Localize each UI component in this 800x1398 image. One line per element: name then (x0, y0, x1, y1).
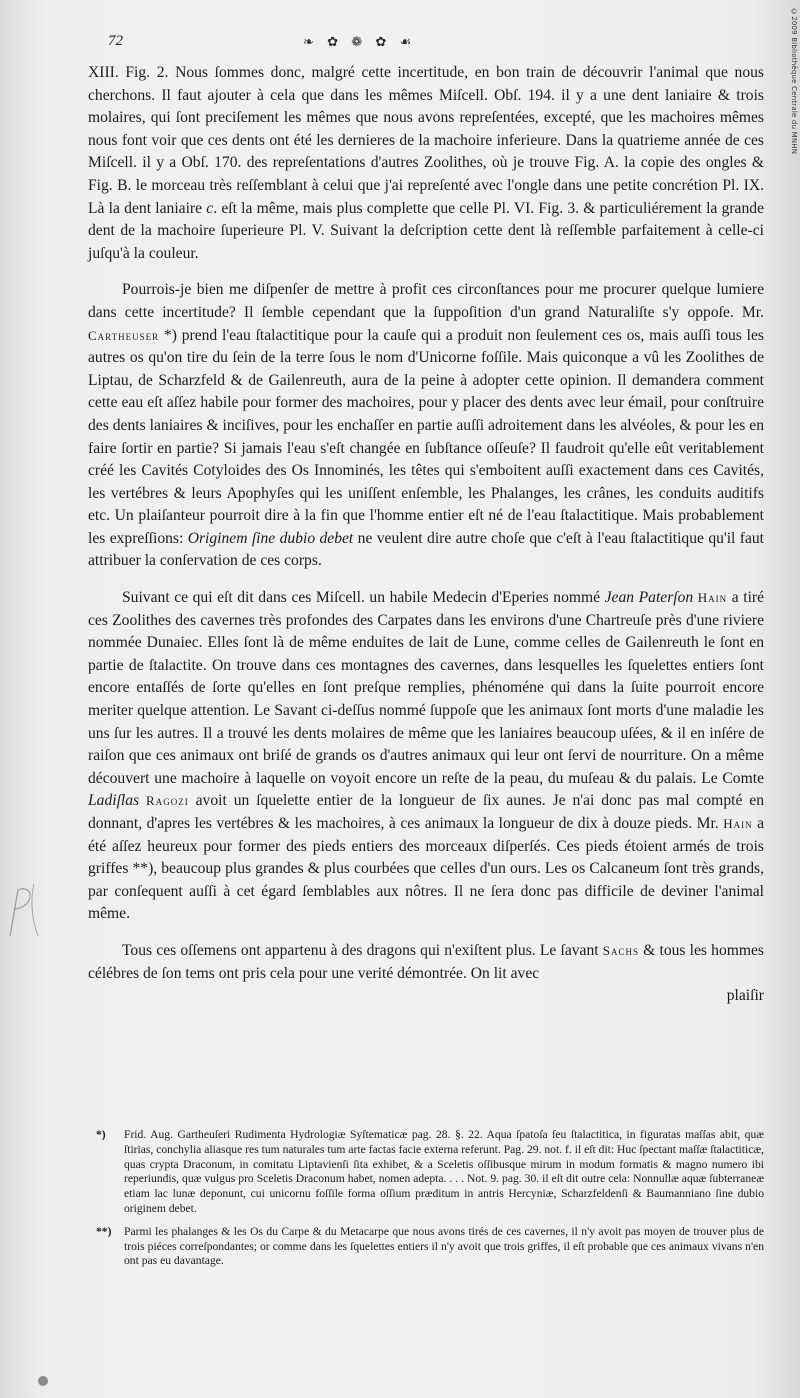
text-run: Ragozi (146, 793, 189, 809)
text-run: Originem ſine dubio debet (187, 529, 354, 547)
text-run: . eſt la même, mais plus complette que celle Pl. VI. Fig. 3. & particuliérement la grande dent de la machoire ſuperieure Pl. V. Suivant la deſcription cette dent là reſſemble parfaitement à celle-ci juſqu'à la couleur. (88, 199, 764, 262)
footnote-mark: **) (96, 1224, 112, 1238)
text-run: ne veulent dire autre choſe que c'eſt à l'eau ſtalactitique qu'il faut attribuer la conſervation de ces corps. (88, 529, 765, 570)
text-run: Cartheuser (88, 327, 160, 343)
text-run: avoit un ſquelette entier de la longueur de ſix aunes. Je n'ai donc pas mal compté en donnant, d'apres les vertébres & les machoires, à ces animaux la longueur de dix à douze pieds. Mr. (88, 792, 764, 832)
text-run: Hain (723, 816, 753, 831)
body-text (88, 62, 764, 1008)
page-number: 72 (108, 33, 123, 49)
footnote (96, 1128, 764, 1217)
margin-pencil-mark (4, 880, 44, 940)
text-run: Ladiſlas (88, 792, 140, 810)
footnotes (96, 1128, 764, 1277)
paper-stain (38, 1376, 48, 1386)
footnote (96, 1225, 764, 1269)
text-run: Hain (697, 590, 728, 606)
text-run: a été aſſez heureux pour former des pieds entiers des morceaux diſperſés. Ces pieds étoient armés de trois griffes **), beaucoup plus grandes & plus courbées que celles d'un ours. Les os Calcaneum ſont très grands, par conſequent auſſi à cet égard ſemblables aux nôtres. Il ne ſera donc pas difficile de deviner l'animal même. (88, 815, 764, 923)
text-run: *) prend l'eau ſtalactitique pour la cauſe qui a produit non ſeulement ces os, mais auſſi tous les autres os qu'on tire du ſein de la terre ſous le nom d'Unicorne foſſile. Mais quiconque a vû les Zoolithes de Liptau, de Scharzfeld & de Gailenreuth, aura de la peine à adopter cette opinion. Il demandera comment cette eau eſt aſſez habile pour former des machoires, pour y placer des dents avec leur émail, pour conſtruire des dents laniaires & inciſives, pour les enchaſſer en partie auſſi adroitement dans les alvéoles, & pour les en faire ſortir en partie? Si jamais l'eau s'eſt changée en ſubſtance oſſeuſe? Il faudroit qu'elle eût veritablement créé les Cavités Cotyloides des Os Innominés, les têtes qui s'emboitent auſſi exactement dans ces Cavités, les vertébres & leurs Apophyſes qui les uniſſent enſemble, les Phalanges, les crânes, les conduits auditifs etc. Un plaiſanteur pourroit dire à la fin que l'homme entier eſt né de l'eau ſtalactitique. Mais probablement les expreſſions: (88, 326, 764, 547)
text-run: Tous ces oſſemens ont appartenu à des dragons qui n'exiſtent plus. Le ſavant (122, 941, 603, 959)
footnote-mark: *) (96, 1128, 106, 1141)
text-run: c (206, 199, 214, 217)
library-stamp: ©2009 Bibliothèque Centrale du MNHN (790, 8, 798, 155)
text-run (139, 792, 146, 809)
paragraph (88, 62, 764, 265)
text-run: Pourrois-je bien me diſpenſer de mettre à profit ces circonſtances pour me procurer quelque lumiere dans cette incertitude? Il ſemble cependant que la ſuppoſition d'un grand Naturaliſte s'y oppoſe. Mr. (88, 281, 764, 321)
text-run: Sachs (602, 942, 640, 958)
text-run: a tiré ces Zoolithes des cavernes très profondes des Carpates dans les environs d'une Chartreuſe près d'une riviere nommée Dunaiec. Elles ſont là de même enduites de lait de Lune, comme celles de Gailenreuth le ſont en partie de ſtalactite. On trouve dans ces montagnes des cavernes, dans lesquelles les ſquelettes entiers ſont encore entaſſés de ſorte qu'elles en ſont preſque remplies, phénoméne qui dans la ſuite pourroit encore meriter quelque attention. Le Savant ci-deſſus nommé ſuppoſe que les animaux ſont morts d'une maladie les uns ſur les autres. Il a trouvé les dents molaires de même que les laniaires beaucoup uſées, & il en inſére de raiſon que ces animaux ont briſé de grands os d'autres animaux qui leur ont ſervi de nourriture. On a même découvert une machoire à laquelle on voyoit encore un reſte de la peau, du muſeau & du palais. Le Comte (88, 589, 765, 787)
paragraph (88, 940, 764, 985)
catchword: plaiſir (726, 987, 764, 1005)
footnote-text: Frid. Aug. Gartheuſeri Rudimenta Hydrologiæ Syſtematicæ pag. 28. §. 22. Aqua ſpatoſa ſeu ſtalactitica, in figuratas maſſas abit, quæ ſtirias, conchylia aliasque res tum naturales tum arte factas facie externa referunt. Pag. 29. not. f. il eſt dit: Huc ſpectant maſſæ ſtalactiticæ, quas crypta Draconum, in comitatu Liptavienſi ſita exhibet, & a Sceletis oſſibusque mirum in modum formatis & magno numero ibi reperiundis, quæ vulgus pro Sceletis Draconum habet, nomen adepta. . . . Not. 9. pag. 30. il eſt dit outre cela: Nonnullæ aquæ ſubterraneæ etiam lac lunæ deponunt, cui unicornu foſſile forma oſſium præditum in antris Hercyniæ, Scharzfeldenſi & Baumanniano ſine dubio originem debet. (124, 1128, 764, 1215)
paragraph (88, 587, 764, 926)
paragraph (88, 279, 764, 573)
page-header (108, 33, 768, 53)
text-run: Jean Paterſon (604, 589, 694, 607)
text-run: Suivant ce qui eſt dit dans ces Miſcell. un habile Medecin d'Eperies nommé (122, 589, 605, 607)
footnote-text: Parmi les phalanges & les Os du Carpe & du Metacarpe que nous avons tirés de ces cavernes, il n'y avoit pas moyen de trouver plus de trois piéces correſpondantes; or comme dans les ſquelettes entiers il n'y avoit que trois griffes, il eſt probable que ces animaux vivans n'en ont pas eu davantage. (124, 1224, 764, 1268)
text-run: & tous les hommes célébres de ſon tems ont pris cela pour une verité démontrée. On lit avec (88, 941, 764, 982)
header-ornament: ❧ ✿ ❁ ✿ ☙ (303, 34, 417, 49)
text-run: XIII. Fig. 2. Nous ſommes donc, malgré cette incertitude, en bon train de découvrir l'animal que nous cherchons. Il faut ajouter à cela que dans les mêmes Miſcell. Obſ. 194. il y a une dent laniaire & trois molaires, qui ſont preciſement les mêmes que nous avons repreſentées, excepté, que les machoires mêmes nous font voir que ces dents ont été les dernieres de la machoire inferieure. Dans la quatrieme année de ces Miſcell. il y a Obſ. 170. des repreſentations d'autres Zoolithes, où je trouve Fig. A. la copie des ongles & Fig. B. le morceau très reſſemblant à celui que j'ai repreſenté avec l'ongle dans une petite concrétion Pl. IX. Là la dent laniaire (88, 64, 764, 217)
